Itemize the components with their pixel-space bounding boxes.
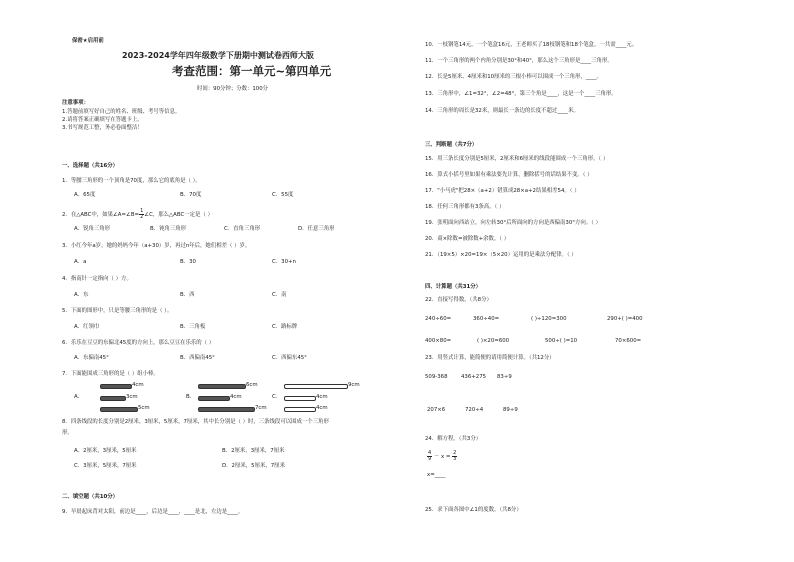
q22-r1-c2: 360÷40= xyxy=(473,316,500,322)
q22-r2-c1: 400×80= xyxy=(425,338,452,344)
question-21: 21．（19×5）×20=19×（5×20）运用的是乘法分配律。（ ） xyxy=(425,252,577,258)
q24-fraction-1: $\frac{4}{9}$ xyxy=(428,450,432,462)
q6-option-a: A．东偏南45° xyxy=(74,355,109,361)
stick-b3-label: 7cm xyxy=(255,405,267,411)
q2-fraction: $\frac{1}{2}$ xyxy=(140,208,144,220)
q1-option-b: B．70度 xyxy=(180,192,202,198)
q8-option-c: C．3厘米，5厘米，7厘米 xyxy=(74,463,137,469)
q8-option-a: A．2厘米，3厘米，5厘米 xyxy=(74,448,137,454)
q23-r2-c1: 207×6 xyxy=(427,407,446,413)
question-11: 11．一个三角形的两个内角分别是30°和40°，那么这个三角形是____三角形。 xyxy=(425,58,613,64)
q7-option-c: C． xyxy=(272,394,282,400)
stick-b1 xyxy=(198,384,246,389)
q4-option-b: B．西 xyxy=(180,292,195,298)
stick-c2 xyxy=(284,396,316,401)
q22-r2-c4: 70×600= xyxy=(615,338,642,344)
q22-r2-c2: ( )×20=600 xyxy=(477,338,510,344)
section-fill: 二、填空题（共10分） xyxy=(62,494,119,500)
q7-option-b: B． xyxy=(186,394,196,400)
q24-fraction-2: $\frac{2}{3}$ xyxy=(453,450,457,462)
question-3: 3．小红今年a岁，她的妈妈今年（a+30）岁，再过n年后，她们相差（ ）岁。 xyxy=(62,243,251,249)
stick-b1-label: 6cm xyxy=(246,382,258,388)
question-7: 7．下面能围成三角形的是（ ）组小棒。 xyxy=(62,371,159,377)
question-23: 23．用竖式计算，能简便的请用简便计算。（共12分） xyxy=(425,355,555,361)
question-24: 24．解方程。（共3分） xyxy=(425,436,482,442)
stick-a3-label: 5cm xyxy=(138,405,150,411)
exam-title: 2023-2024学年四年级数学下册期中测试卷西师大版 xyxy=(122,51,314,60)
stick-c2-label: 4cm xyxy=(316,394,328,400)
q22-r1-c3: ( )÷120=300 xyxy=(531,316,567,322)
stick-c1 xyxy=(284,384,348,389)
stick-b3 xyxy=(198,407,255,412)
q7-option-a: A． xyxy=(74,394,84,400)
question-8: 8．四条线段的长度分别是2厘米，3厘米，5厘米，7厘米，其中长分别是（ ）时，三条线段可以围成一个三角形 xyxy=(62,419,329,425)
question-8-cont: 形。 xyxy=(62,430,73,436)
stick-c3-label: 4cm xyxy=(316,405,328,411)
q3-option-c: C．30+n xyxy=(272,259,296,265)
question-9: 9．早晨起床背对太阳，前边是____，后边是____，____是北，左边是____。 xyxy=(62,509,244,515)
stick-b2-label: 4cm xyxy=(230,394,242,400)
question-13: 13．三角形中，∠1=32°，∠2=48°，第三个角是____，这是一个____三角形。 xyxy=(425,91,617,97)
question-22: 22．直接写得数。（共8分） xyxy=(425,297,492,303)
q5-option-c: C．路标牌 xyxy=(272,324,298,330)
stick-a3 xyxy=(100,407,138,412)
section-judge: 三、判断题（共7分） xyxy=(425,142,478,148)
notes-title: 注意事项： xyxy=(62,100,89,106)
q22-r1-c1: 240÷60= xyxy=(425,316,452,322)
question-5: 5．下面的图形中，只是等腰三角形的是（ ）。 xyxy=(62,308,173,314)
q23-r2-c2: 720÷4 xyxy=(465,407,484,413)
question-17: 17．"小马虎"把28×（a+2）错算成28×a+2结果相差54。（ ） xyxy=(425,188,580,194)
exam-scope: 考查范围：第一单元~第四单元 xyxy=(172,64,332,78)
question-18: 18．任何三角形都有3条高。（ ） xyxy=(425,204,505,210)
note-3: 3.书写规范工整，务必卷面整洁！ xyxy=(62,125,143,131)
q6-option-c: C．西偏东45° xyxy=(272,355,307,361)
q23-r2-c3: 89÷9 xyxy=(503,407,518,413)
q8-option-b: B．2厘米，3厘米，7厘米 xyxy=(222,448,285,454)
time-info: 时间：90分钟；分数：100分 xyxy=(197,86,269,92)
q5-option-b: B．三角板 xyxy=(180,324,206,330)
q2-option-d: D．任意三角形 xyxy=(298,226,335,232)
q2-option-b: B．钝角三角形 xyxy=(150,226,187,232)
question-15: 15．用三条长度分别是5厘米，2厘米和6厘米的线段能围成一个三角形。（ ） xyxy=(425,156,609,162)
q2-option-a: A．锐角三角形 xyxy=(74,226,111,232)
question-4: 4．指南针一定指向（ ）方。 xyxy=(62,276,132,282)
question-2: 2．在△ABC中，如果∠A=∠B= $\frac{1}{2}$ ∠C，那么△ABC一定是（ ） xyxy=(62,208,213,220)
q4-option-c: C．南 xyxy=(272,292,287,298)
q2-option-c: C．直角三角形 xyxy=(224,226,261,232)
note-1: 1.答题前填写好自己的姓名、班级、考号等信息。 xyxy=(62,109,181,115)
stick-c1-label: 9cm xyxy=(348,382,360,388)
q3-option-b: B．30 xyxy=(180,259,196,265)
q22-r1-c4: 290+( )=400 xyxy=(607,316,643,322)
question-16: 16．算式小括号里如果有乘法要先计算，删除括号的话结果不变。（ ） xyxy=(425,172,593,178)
q1-option-a: A．65度 xyxy=(74,192,96,198)
section-choice: 一、选择题（共16分） xyxy=(62,163,119,169)
section-calc: 四、计算题（共31分） xyxy=(425,284,482,290)
stick-a2-label: 3cm xyxy=(126,394,138,400)
q22-r2-c3: 500÷( )=10 xyxy=(545,338,578,344)
q1-option-c: C．55度 xyxy=(272,192,294,198)
secret-label: 保密★启用前 xyxy=(72,38,104,44)
question-12: 12．长是5厘米、4厘米和10厘米的三根小棒可以围成一个三角形，____。 xyxy=(425,74,602,80)
question-1: 1．等腰三角形的一个顶角是70度，那么它的底角是（ ）。 xyxy=(62,178,201,184)
question-14: 14．三角形的周长是32米，则最长一条边的长度不超过____米。 xyxy=(425,108,579,114)
q23-r1-c3: 83÷9 xyxy=(497,374,512,380)
question-19: 19．张明面向西站立，向左转30°后所面向的方向是西偏南30°方向。（ ） xyxy=(425,220,601,226)
q24-answer: x=____ xyxy=(427,472,446,478)
q8-option-d: D．2厘米，5厘米，7厘米 xyxy=(222,463,285,469)
stick-a2 xyxy=(100,396,126,401)
q24-equation: $\frac{4}{9}$ － x = $\frac{2}{3}$ xyxy=(428,450,457,462)
q23-r1-c2: 436+275 xyxy=(461,374,487,380)
q6-option-b: B．西偏南45° xyxy=(180,355,215,361)
q4-option-a: A．东 xyxy=(74,292,89,298)
stick-a1 xyxy=(100,384,132,389)
q23-r1-c1: 509-368 xyxy=(425,374,448,380)
q3-option-a: A．a xyxy=(74,259,87,265)
stick-c3 xyxy=(284,407,316,412)
note-2: 2.请将答案正确填写在答题卡上。 xyxy=(62,117,143,123)
stick-b2 xyxy=(198,396,230,401)
stick-a1-label: 4cm xyxy=(132,382,144,388)
question-6: 6．乐乐在豆豆的东偏北45度的方向上，那么豆豆在乐乐的（ ） xyxy=(62,340,215,346)
question-10: 10．一枝钢笔14元，一个笔盒16元，王老师买了18枝钢笔和18个笔盒，一共需____元。 xyxy=(425,42,638,48)
question-25: 25．求下面各图中∠1的度数。（共8分） xyxy=(425,507,522,513)
q5-option-a: A．红领巾 xyxy=(74,324,100,330)
question-20: 20．商×除数=被除数+余数。（ ） xyxy=(425,236,510,242)
